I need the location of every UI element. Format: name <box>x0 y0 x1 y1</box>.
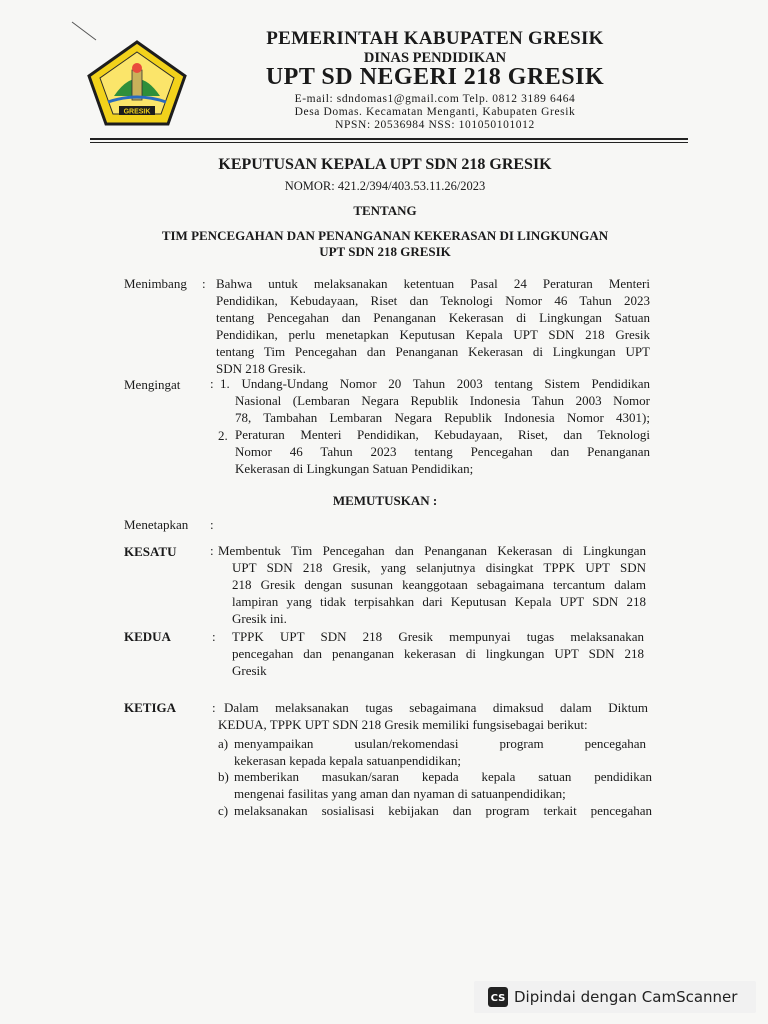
ketiga-item-c: melaksanakan sosialisasi kebijakan dan program terkait pencegahan <box>234 803 652 818</box>
camscanner-icon <box>488 987 508 1007</box>
menetapkan-label: Menetapkan <box>124 517 189 532</box>
memutuskan-heading: MEMUTUSKAN : <box>332 493 438 508</box>
decree-about-label: TENTANG <box>353 203 417 218</box>
ketiga-item-a-marker: a) <box>218 736 229 751</box>
decree-title: KEPUTUSAN KEPALA UPT SDN 218 GRESIK <box>218 156 552 173</box>
decree-number: NOMOR: 421.2/394/403.53.11.26/2023 <box>284 179 486 193</box>
ketiga-item-b-marker: b) <box>218 769 229 784</box>
mengingat-item-1: Nasional (Lembaran Negara Republik Indonesia Tahun 2003 Nomor 78, Tambahan Lembaran Negara Republik Indonesia Nomor 4301); <box>235 393 650 425</box>
menimbang-colon: : <box>202 276 206 291</box>
ketiga-item-c-marker: c) <box>218 803 229 818</box>
letterhead-government: PEMERINTAH KABUPATEN GRESIK <box>266 28 604 49</box>
mengingat-item-2-number: 2. <box>218 428 228 443</box>
menimbang-text: Bahwa untuk melaksanakan ketentuan Pasal 24 Peraturan Menteri Pendidikan, Kebudayaan, Riset dan Teknologi Nomor 46 Tahun 2023 tentang Pencegahan dan Penanganan Kekerasan di Lingkungan Satuan Pendidikan, perlu menetapkan Keputusan Kepala UPT SDN 218 Gresik tentang Tim Pencegahan dan Penanganan Kekerasan di Lingkungan UPT SDN 218 Gresik. <box>216 276 650 376</box>
letterhead-department: DINAS PENDIDIKAN <box>363 50 507 66</box>
letterhead-school-name: UPT SD NEGERI 218 GRESIK <box>265 64 605 90</box>
kesatu-colon: : <box>210 543 214 558</box>
ketiga-intro-second-line: KEDUA, TPPK UPT SDN 218 Gresik memiliki fungsisebagai berikut: <box>218 717 588 732</box>
letterhead-address: Desa Domas. Kecamatan Menganti, Kabupaten Gresik <box>294 106 576 118</box>
camscanner-watermark <box>474 981 756 1013</box>
kedua-label: KEDUA <box>124 629 171 644</box>
svg-text:CS: CS <box>490 993 506 1004</box>
ketiga-item-a: menyampaikan usulan/rekomendasi program pencegahan kekerasan kepada kepala satuanpendidikan; <box>234 736 646 768</box>
mengingat-item-1-first-line: 1. Undang-Undang Nomor 20 Tahun 2003 tentang Sistem Pendidikan <box>220 376 650 391</box>
kedua-colon: : <box>212 629 216 644</box>
ketiga-label: KETIGA <box>124 700 177 715</box>
mengingat-item-2: Peraturan Menteri Pendidikan, Kebudayaan, Riset, dan Teknologi Nomor 46 Tahun 2023 tentang Pencegahan dan Penanganan Kekerasan di Lingkungan Satuan Pendidikan; <box>235 427 650 476</box>
kesatu-text: Membentuk Tim Pencegahan dan Penanganan Kekerasan di Lingkungan <box>218 543 646 558</box>
ketiga-colon: : <box>212 700 216 715</box>
decree-subject-line-1: TIM PENCEGAHAN DAN PENANGANAN KEKERASAN DI LINGKUNGAN <box>161 228 609 243</box>
ketiga-intro-first-line: Dalam melaksanakan tugas sebagaimana dimaksud dalam Diktum <box>224 700 648 715</box>
kedua-text: TPPK UPT SDN 218 Gresik mempunyai tugas melaksanakan pencegahan dan penanganan kekerasan di lingkungan UPT SDN 218 Gresik <box>232 629 644 678</box>
letterhead-contact: E-mail: sdndomas1@gmail.com Telp. 0812 3189 6464 <box>294 93 576 105</box>
mengingat-colon: : <box>210 376 214 391</box>
kesatu-label: KESATU <box>124 544 177 559</box>
logo-caption: GRESIK <box>123 108 151 116</box>
camscanner-text: Dipindai dengan CamScanner <box>514 988 738 1006</box>
kesatu-text-cont: UPT SDN 218 Gresik, yang selanjutnya disingkat TPPK UPT SDN 218 Gresik dengan susunan keanggotaan sebagaimana tercantum dalam lampiran yang tidak terpisahkan dari Keputusan Kepala UPT SDN 218 Gresik ini. <box>232 560 646 626</box>
ketiga-item-b: memberikan masukan/saran kepada kepala satuan pendidikan mengenai fasilitas yang aman dan nyaman di satuanpendidikan; <box>234 769 652 801</box>
letterhead-identifiers: NPSN: 20536984 NSS: 101050101012 <box>335 119 535 131</box>
menimbang-label: Menimbang <box>124 276 187 291</box>
letterhead-divider-thick <box>90 138 688 140</box>
letterhead-divider-thin <box>90 142 688 143</box>
menetapkan-colon: : <box>210 517 214 532</box>
gresik-regency-logo <box>86 40 188 126</box>
mengingat-label: Mengingat <box>124 377 181 392</box>
decree-subject-line-2: UPT SDN 218 GRESIK <box>319 244 451 259</box>
